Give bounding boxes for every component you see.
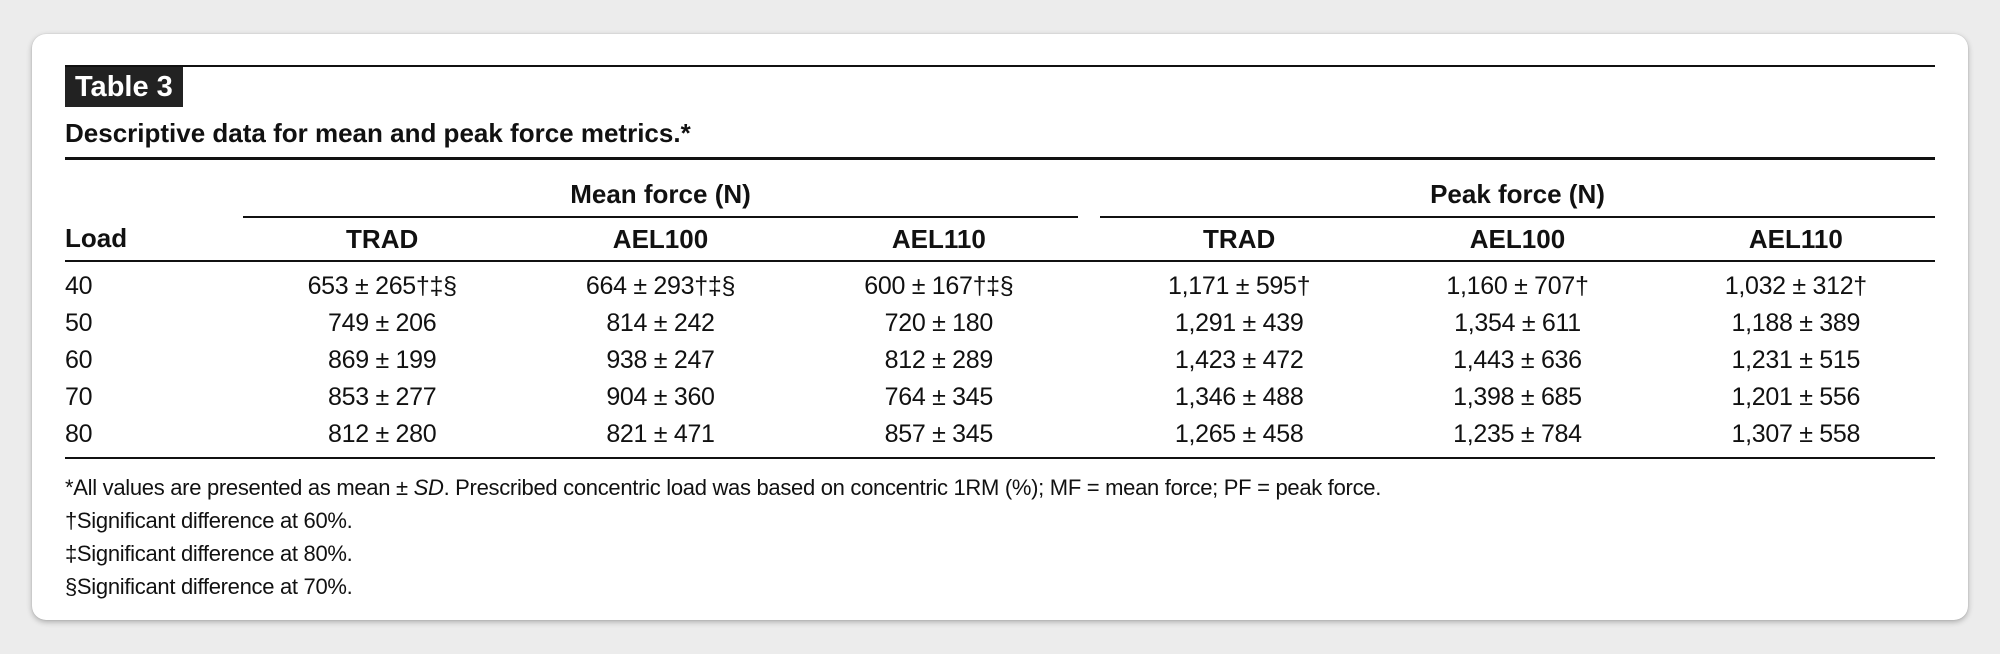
cell-peak-trad: 1,171 ± 595† (1168, 272, 1311, 300)
table-caption: Descriptive data for mean and peak force metrics.* (65, 118, 691, 148)
cell-mean-trad: 812 ± 280 (243, 416, 521, 458)
cell-peak-ael100: 1,443 ± 636 (1453, 346, 1582, 374)
group-mean-force: Mean force (N) (243, 160, 1078, 217)
col-peak-trad: TRAD (1100, 217, 1378, 261)
cell-mean-ael100: 938 ± 247 (606, 346, 715, 374)
cell-peak-ael110: 1,188 ± 389 (1731, 309, 1861, 337)
col-peak-ael100: AEL100 (1378, 217, 1656, 261)
cell-gap (1078, 261, 1100, 305)
cell-load: 60 (65, 346, 93, 374)
cell-mean-ael110: 812 ± 289 (884, 346, 993, 374)
col-mean-trad: TRAD (243, 217, 521, 261)
cell-mean-trad: 869 ± 199 (327, 346, 437, 374)
cell-mean-trad: 653 ± 265†‡§ (307, 272, 457, 300)
cell-peak-trad: 1,265 ± 458 (1100, 416, 1378, 458)
cell-load: 40 (65, 272, 93, 300)
cell-gap (1078, 379, 1100, 416)
table-row (65, 342, 1935, 379)
col-gap (1078, 217, 1100, 261)
col-mean-ael110: AEL110 (800, 217, 1078, 261)
data-table (65, 160, 1935, 459)
table-badge: Table 3 (65, 67, 183, 107)
table-row (65, 416, 1935, 458)
group-peak-force: Peak force (N) (1100, 160, 1935, 217)
cell-mean-ael110: 720 ± 180 (884, 309, 993, 337)
cell-gap (1078, 342, 1100, 379)
cell-peak-ael110: 1,307 ± 558 (1657, 416, 1935, 458)
cell-gap (1078, 305, 1100, 342)
cell-load: 80 (65, 416, 243, 458)
cell-peak-ael100: 1,235 ± 784 (1378, 416, 1656, 458)
footnote-double-dagger: ‡Significant difference at 80%. (65, 541, 353, 566)
cell-mean-trad: 853 ± 277 (327, 383, 437, 411)
table-footnotes (65, 471, 1935, 603)
column-header-row (65, 217, 1935, 261)
footnote-main (65, 471, 1935, 504)
group-header-row (65, 160, 1935, 217)
table-content (65, 65, 1935, 603)
cell-mean-ael110: 600 ± 167†‡§ (864, 272, 1014, 300)
table-row (65, 379, 1935, 416)
badge-row (65, 67, 1935, 109)
group-gap (1078, 160, 1100, 217)
footnote-main-start: *All values are presented as mean ± (65, 475, 414, 500)
table-card (32, 34, 1968, 620)
group-spacer (65, 160, 243, 217)
footnote-dagger: †Significant difference at 60%. (65, 508, 353, 533)
footnote-sd: SD (413, 475, 444, 500)
cell-peak-trad: 1,346 ± 488 (1174, 383, 1304, 411)
cell-peak-ael100: 1,398 ± 685 (1453, 383, 1582, 411)
cell-peak-ael110: 1,201 ± 556 (1731, 383, 1861, 411)
col-peak-ael110: AEL110 (1657, 217, 1935, 261)
cell-peak-trad: 1,423 ± 472 (1174, 346, 1304, 374)
cell-peak-ael100: 1,160 ± 707† (1446, 272, 1589, 300)
cell-peak-trad: 1,291 ± 439 (1174, 309, 1304, 337)
footnote-main-end: . Prescribed concentric load was based on concentric 1RM (%); MF = mean force; PF = peak force. (443, 475, 1382, 500)
cell-gap (1078, 416, 1100, 458)
cell-mean-ael110: 764 ± 345 (884, 383, 993, 411)
cell-mean-ael100: 821 ± 471 (521, 416, 799, 458)
footnote-section: §Significant difference at 70%. (65, 574, 353, 599)
cell-load: 70 (65, 383, 93, 411)
cell-mean-trad: 749 ± 206 (327, 309, 437, 337)
cell-mean-ael100: 814 ± 242 (606, 309, 715, 337)
cell-mean-ael100: 904 ± 360 (606, 383, 715, 411)
table-row (65, 261, 1935, 305)
col-load: Load (65, 217, 243, 261)
cell-peak-ael110: 1,231 ± 515 (1731, 346, 1861, 374)
col-mean-ael100: AEL100 (521, 217, 799, 261)
table-row (65, 305, 1935, 342)
cell-mean-ael110: 857 ± 345 (800, 416, 1078, 458)
cell-load: 50 (65, 309, 93, 337)
cell-mean-ael100: 664 ± 293†‡§ (585, 272, 736, 300)
cell-peak-ael110: 1,032 ± 312† (1724, 272, 1867, 300)
cell-peak-ael100: 1,354 ± 611 (1454, 309, 1581, 337)
